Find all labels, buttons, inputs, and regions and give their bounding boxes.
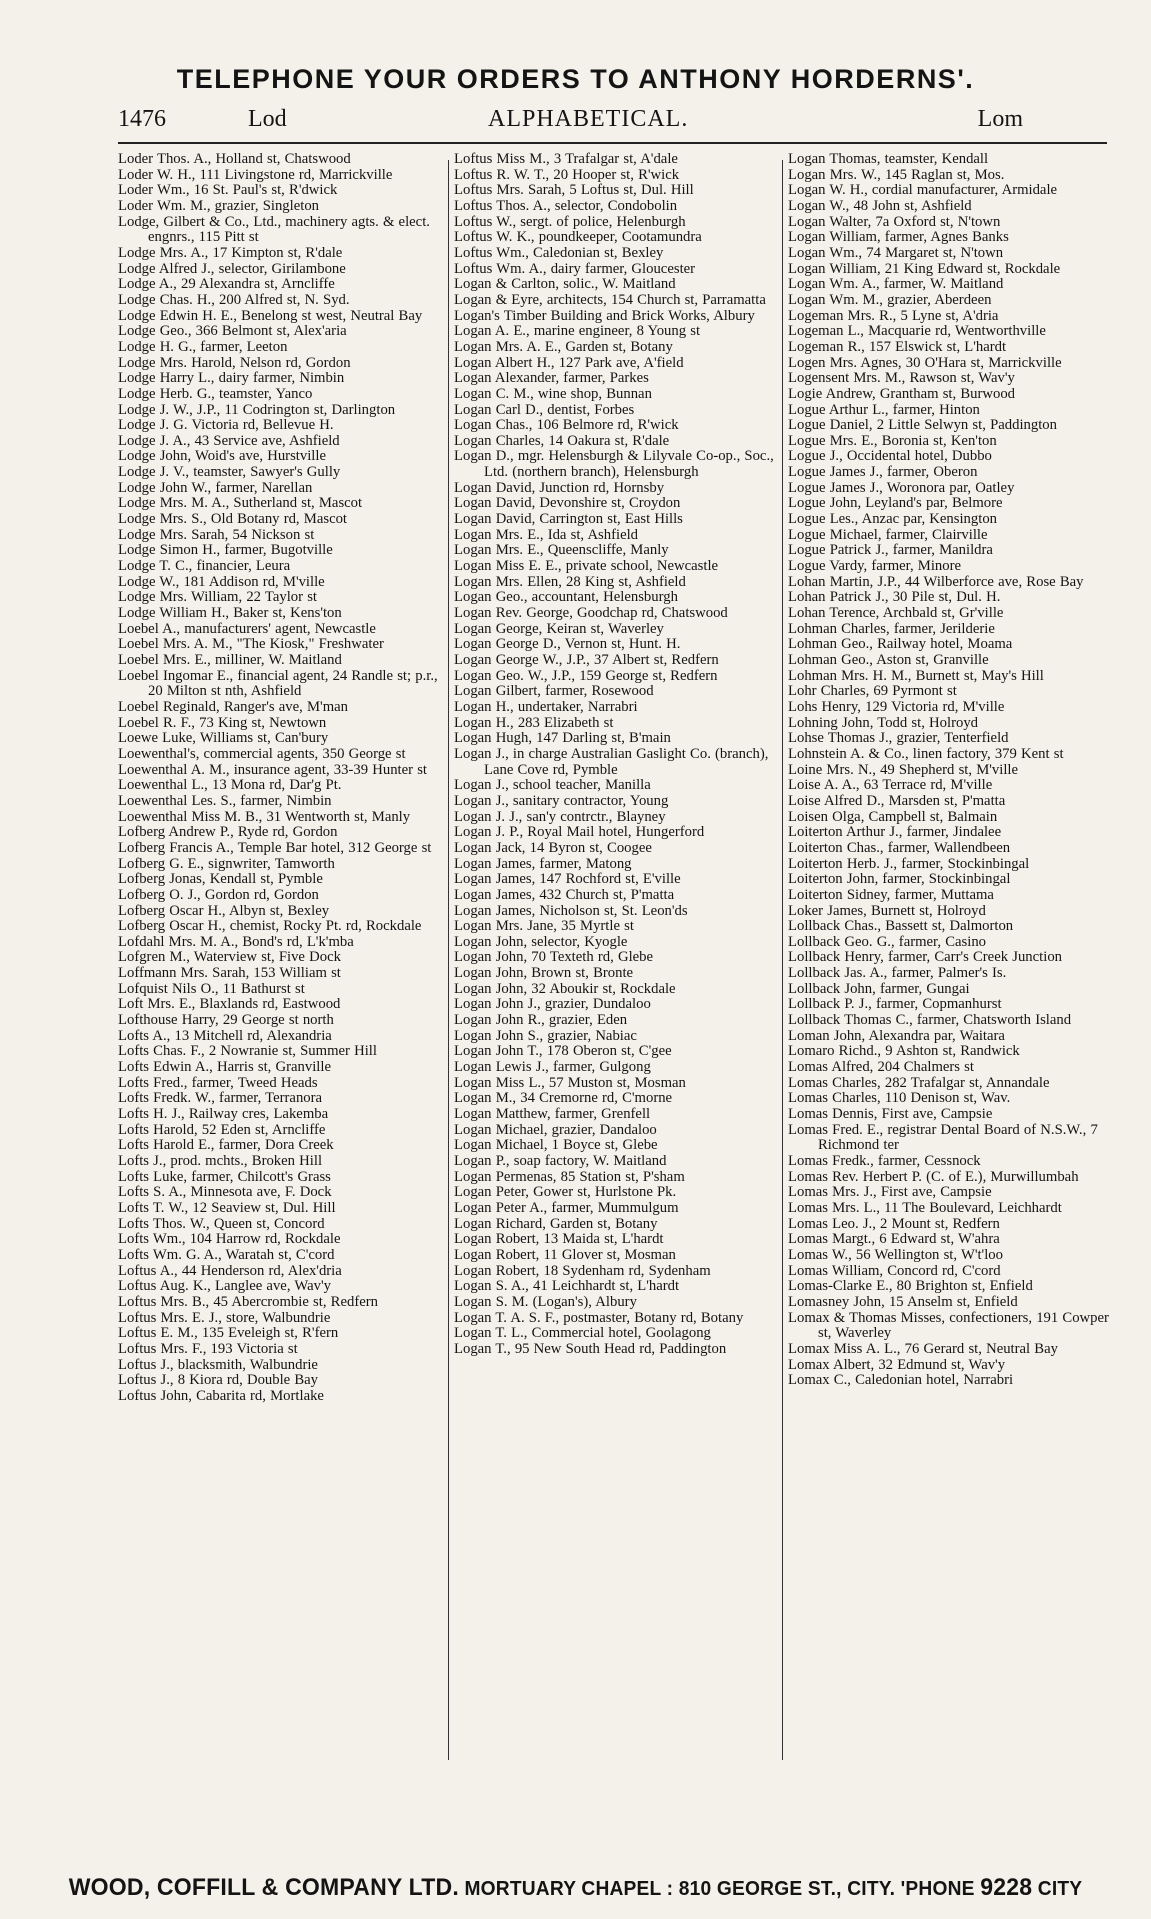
directory-entry: Logue James J., Woronora par, Oatley — [788, 479, 1015, 496]
directory-entry: Lomax Albert, 32 Edmund st, Wav'y — [788, 1356, 1006, 1373]
directory-entry: Logan John, 70 Texteth rd, Glebe — [454, 949, 654, 966]
directory-entry: Loker James, Burnett st, Holroyd — [788, 902, 986, 919]
directory-entry: Loiterton John, farmer, Stockinbingal — [788, 871, 1011, 888]
directory-entry: Logan Wm. M., grazier, Aberdeen — [788, 291, 992, 308]
directory-entry: Lollback Thomas C., farmer, Chatsworth Island — [788, 1012, 1072, 1029]
directory-entry: Logan T., 95 New South Head rd, Paddington — [454, 1340, 727, 1357]
directory-entry: Lofts Wm. G. A., Waratah st, C'cord — [118, 1246, 335, 1263]
directory-entry: Lofberg Jonas, Kendall st, Pymble — [118, 871, 323, 888]
directory-entry: Loftus Miss M., 3 Trafalgar st, A'dale — [454, 152, 678, 167]
directory-entry: Logan T. L., Commercial hotel, Goolagong — [454, 1325, 711, 1342]
directory-entry: Loftus Aug. K., Langlee ave, Wav'y — [118, 1278, 331, 1295]
directory-entry: Logan Carl D., dentist, Forbes — [454, 401, 635, 418]
directory-entry: Lodge A., 29 Alexandra st, Arncliffe — [118, 276, 335, 293]
directory-entry: Lodge T. C., financier, Leura — [118, 558, 291, 575]
advertising-banner: TELEPHONE YOUR ORDERS TO ANTHONY HORDERNS'. — [176, 64, 975, 94]
directory-entry: Logen Mrs. Agnes, 30 O'Hara st, Marrickville — [788, 354, 1062, 371]
directory-entry: Loebel Ingomar E., financial agent, 24 Randle st; p.r., 20 Milton st nth, Ashfield — [118, 667, 438, 700]
directory-entry: Logan John, Brown st, Bronte — [454, 965, 634, 982]
directory-entry: Lohman Charles, farmer, Jerilderie — [788, 620, 995, 637]
directory-entry: Loftus A., 44 Henderson rd, Alex'dria — [118, 1262, 342, 1279]
directory-entry: Loiterton Arthur J., farmer, Jindalee — [788, 824, 1002, 841]
directory-entry: Lofts S. A., Minnesota ave, F. Dock — [118, 1184, 332, 1201]
directory-entry: Lomas Leo. J., 2 Mount st, Redfern — [788, 1215, 1000, 1232]
directory-entry: Lofgren M., Waterview st, Five Dock — [118, 949, 341, 966]
directory-entry: Logue James J., farmer, Oberon — [788, 464, 978, 481]
directory-entry: Lodge J. W., J.P., 11 Codrington st, Darlington — [118, 401, 396, 418]
directory-entry: Lofts Edwin A., Harris st, Granville — [118, 1059, 331, 1076]
directory-entry: Logeman Mrs. R., 5 Lyne st, A'dria — [788, 307, 999, 324]
directory-entry: Lodge Mrs. M. A., Sutherland st, Mascot — [118, 495, 363, 512]
directory-entry: Logan H., undertaker, Narrabri — [454, 698, 638, 715]
directory-entry: Logan Walter, 7a Oxford st, N'town — [788, 213, 1001, 230]
directory-entry: Lofberg Oscar H., Albyn st, Bexley — [118, 902, 330, 919]
directory-entry: Logan John, selector, Kyogle — [454, 933, 628, 950]
directory-entry: Logan David, Carrington st, East Hills — [454, 511, 683, 528]
directory-entry: Loebel A., manufacturers' agent, Newcastle — [118, 620, 376, 637]
directory-entry: Logan John, 32 Aboukir st, Rockdale — [454, 980, 676, 997]
directory-entry: Loewenthal L., 13 Mona rd, Dar'g Pt. — [118, 777, 342, 794]
directory-entry: Lodge J. V., teamster, Sawyer's Gully — [118, 464, 341, 481]
running-head — [118, 106, 1023, 140]
directory-entry: Logan Albert H., 127 Park ave, A'field — [454, 354, 684, 371]
directory-entry: Lodge W., 181 Addison rd, M'ville — [118, 573, 325, 590]
directory-entry: Logan Gilbert, farmer, Rosewood — [454, 683, 654, 700]
directory-entry: Lofts Luke, farmer, Chilcott's Grass — [118, 1168, 331, 1185]
directory-entry: Lodge Alfred J., selector, Girilambone — [118, 260, 346, 277]
directory-entry: Loebel Mrs. A. M., "The Kiosk," Freshwater — [118, 636, 384, 653]
directory-entry: Loftus Wm. A., dairy farmer, Gloucester — [454, 260, 696, 277]
directory-entry: Lodge Chas. H., 200 Alfred st, N. Syd. — [118, 291, 350, 308]
directory-entry: Lohnstein A. & Co., linen factory, 379 Kent st — [788, 745, 1064, 762]
directory-entry: Loftus Mrs. F., 193 Victoria st — [118, 1340, 298, 1357]
directory-entry: Loebel Mrs. E., milliner, W. Maitland — [118, 652, 342, 668]
directory-columns — [118, 152, 1112, 1762]
directory-entry: Logan T. A. S. F., postmaster, Botany rd, Botany — [454, 1309, 744, 1326]
directory-entry: Loftus W., sergt. of police, Helenburgh — [454, 213, 686, 230]
directory-entry: Lofts A., 13 Mitchell rd, Alexandria — [118, 1027, 332, 1044]
directory-entry: Logan Charles, 14 Oakura st, R'dale — [454, 432, 670, 449]
directory-entry: Logan J., sanitary contractor, Young — [454, 792, 669, 809]
directory-entry: Logan Mrs. E., Queenscliffe, Manly — [454, 542, 669, 559]
directory-entry: Logan Miss L., 57 Muston st, Mosman — [454, 1074, 686, 1091]
directory-entry: Loffmann Mrs. Sarah, 153 William st — [118, 965, 341, 982]
directory-entry: Logan Mrs. A. E., Garden st, Botany — [454, 338, 673, 355]
directory-entry: Lomas-Clarke E., 80 Brighton st, Enfield — [788, 1278, 1033, 1295]
directory-entry: Lofts T. W., 12 Seaview st, Dul. Hill — [118, 1199, 336, 1216]
directory-entry: Logan Hugh, 147 Darling st, B'main — [454, 730, 671, 747]
directory-entry: Lodge John, Woid's ave, Hurstville — [118, 448, 326, 465]
directory-entry: Loebel Reginald, Ranger's ave, M'man — [118, 698, 348, 715]
directory-entry: Lomas Mrs. J., First ave, Campsie — [788, 1184, 992, 1201]
directory-entry: Lomas Charles, 110 Denison st, Wav. — [788, 1090, 1011, 1107]
column-divider — [448, 160, 449, 1760]
directory-entry: Lodge Mrs. A., 17 Kimpton st, R'dale — [118, 244, 343, 261]
directory-entry: Lohman Mrs. H. M., Burnett st, May's Hill — [788, 667, 1044, 684]
directory-entry: Lohan Terence, Archbald st, Gr'ville — [788, 605, 1004, 622]
directory-entry: Lomas Margt., 6 Edward st, W'ahra — [788, 1231, 1000, 1248]
directory-entry: Logan Matthew, farmer, Grenfell — [454, 1106, 651, 1123]
directory-entry: Loftus J., blacksmith, Walbundrie — [118, 1356, 318, 1373]
directory-entry: Lollback John, farmer, Gungai — [788, 980, 970, 997]
directory-entry: Lofts Harold E., farmer, Dora Creek — [118, 1137, 334, 1154]
directory-entry: Loftus Thos. A., selector, Condobolin — [454, 197, 678, 214]
directory-entry: Lofthouse Harry, 29 George st north — [118, 1012, 334, 1029]
directory-entry: Lollback Geo. G., farmer, Casino — [788, 933, 987, 950]
directory-entry: Logue Patrick J., farmer, Manildra — [788, 542, 993, 559]
directory-entry: Lomax C., Caledonian hotel, Narrabri — [788, 1372, 1014, 1389]
directory-entry: Logensent Mrs. M., Rawson st, Wav'y — [788, 370, 1015, 387]
directory-entry: Logie Andrew, Grantham st, Burwood — [788, 385, 1016, 402]
directory-entry: Logan W., 48 John st, Ashfield — [788, 197, 972, 214]
directory-entry: Logan Robert, 18 Sydenham rd, Sydenham — [454, 1262, 711, 1279]
directory-entry: Lohning John, Todd st, Holroyd — [788, 714, 979, 731]
directory-entry: Lodge Mrs. S., Old Botany rd, Mascot — [118, 511, 348, 528]
directory-entry: Lodge Geo., 366 Belmont st, Alex'aria — [118, 323, 347, 340]
directory-entry: Logan George D., Vernon st, Hunt. H. — [454, 636, 681, 653]
directory-entry: Logue Mrs. E., Boronia st, Ken'ton — [788, 432, 997, 449]
directory-entry: Logan Robert, 11 Glover st, Mosman — [454, 1246, 676, 1263]
directory-entry: Lodge William H., Baker st, Kens'ton — [118, 605, 342, 622]
directory-entry: Logan J. J., san'y contrctr., Blayney — [454, 808, 666, 825]
directory-entry: Loftus E. M., 135 Eveleigh st, R'fern — [118, 1325, 339, 1342]
directory-entry: Lofts J., prod. mchts., Broken Hill — [118, 1153, 323, 1169]
directory-entry: Loewenthal Les. S., farmer, Nimbin — [118, 792, 332, 809]
directory-entry: Lodge H. G., farmer, Leeton — [118, 338, 288, 355]
directory-entry: Logan Michael, grazier, Dandaloo — [454, 1121, 657, 1138]
directory-entry: Logan James, 432 Church st, P'matta — [454, 886, 675, 903]
directory-entry: Logan Alexander, farmer, Parkes — [454, 370, 649, 387]
directory-entry: Lofts H. J., Railway cres, Lakemba — [118, 1106, 329, 1123]
directory-entry: Lofdahl Mrs. M. A., Bond's rd, L'k'mba — [118, 933, 354, 950]
directory-entry: Logan P., soap factory, W. Maitland — [454, 1153, 667, 1169]
directory-entry: Lofts Wm., 104 Harrow rd, Rockdale — [118, 1231, 341, 1248]
directory-entry: Logan Miss E. E., private school, Newcastle — [454, 558, 719, 575]
column-left — [118, 152, 442, 1762]
directory-entry: Loftus Mrs. Sarah, 5 Loftus st, Dul. Hill — [454, 182, 694, 199]
directory-entry: Lohman Geo., Aston st, Granville — [788, 652, 989, 668]
directory-entry: Logan Peter, Gower st, Hurlstone Pk. — [454, 1184, 677, 1201]
directory-entry: Lomas W., 56 Wellington st, W't'loo — [788, 1246, 1003, 1263]
directory-entry: Logan Mrs. Jane, 35 Myrtle st — [454, 918, 634, 935]
directory-entry: Logan Jack, 14 Byron st, Coogee — [454, 839, 652, 856]
page-number: 1476 — [118, 106, 166, 132]
directory-entry: Logeman L., Macquarie rd, Wentworthville — [788, 323, 1046, 340]
directory-entry: Lofberg Oscar H., chemist, Rocky Pt. rd, Rockdale — [118, 918, 422, 935]
directory-entry: Lofts Harold, 52 Eden st, Arncliffe — [118, 1121, 326, 1138]
directory-entry: Logan William, 21 King Edward st, Rockdale — [788, 260, 1061, 277]
directory-entry: Logan Michael, 1 Boyce st, Glebe — [454, 1137, 658, 1154]
directory-entry: Logan Peter A., farmer, Mummulgum — [454, 1199, 679, 1216]
column-divider — [782, 160, 783, 1760]
column-right — [788, 152, 1112, 1762]
directory-entry: Lofts Thos. W., Queen st, Concord — [118, 1215, 325, 1232]
directory-entry: Loftus John, Cabarita rd, Mortlake — [118, 1387, 324, 1404]
footer-phone-number: 9228 — [980, 1874, 1033, 1901]
directory-entry: Loiterton Sidney, farmer, Muttama — [788, 886, 994, 903]
directory-entry: Loiterton Herb. J., farmer, Stockinbingal — [788, 855, 1030, 872]
directory-entry: Loft Mrs. E., Blaxlands rd, Eastwood — [118, 996, 341, 1013]
footer-phone-suffix: CITY — [1037, 1878, 1083, 1900]
directory-entry: Logan David, Devonshire st, Croydon — [454, 495, 681, 512]
directory-entry: Logan James, farmer, Matong — [454, 855, 632, 872]
directory-entry: Loewenthal Miss M. B., 31 Wentworth st, Manly — [118, 808, 411, 825]
header-rule — [118, 142, 1107, 144]
directory-entry: Logan John S., grazier, Nabiac — [454, 1027, 637, 1044]
directory-entry: Logan S. A., 41 Leichhardt st, L'hardt — [454, 1278, 680, 1295]
directory-entry: Logue John, Leyland's par, Belmore — [788, 495, 1003, 512]
directory-entry: Logan C. M., wine shop, Bunnan — [454, 385, 652, 402]
directory-entry: Lohs Henry, 129 Victoria rd, M'ville — [788, 698, 1005, 715]
directory-entry: Logan & Eyre, architects, 154 Church st, Parramatta — [454, 291, 766, 308]
footer-phone-label: 'PHONE — [900, 1878, 975, 1900]
directory-entry: Logue Daniel, 2 Little Selwyn st, Paddington — [788, 417, 1057, 434]
directory-entry: Logan George W., J.P., 37 Albert st, Redfern — [454, 652, 719, 668]
column-middle — [454, 152, 778, 1762]
directory-entry: Lofberg G. E., signwriter, Tamworth — [118, 855, 335, 872]
directory-entry: Lomas Dennis, First ave, Campsie — [788, 1106, 993, 1123]
directory-entry: Loftus Mrs. B., 45 Abercrombie st, Redfern — [118, 1293, 378, 1310]
directory-entry: Logan John T., 178 Oberon st, C'gee — [454, 1043, 672, 1060]
directory-entry: Logue Vardy, farmer, Minore — [788, 558, 962, 575]
directory-entry: Lomas Mrs. L., 11 The Boulevard, Leichhardt — [788, 1199, 1062, 1216]
directory-entry: Lodge Harry L., dairy farmer, Nimbin — [118, 370, 345, 387]
footer-advertisement — [23, 1874, 1128, 1902]
directory-entry: Logan Robert, 13 Maida st, L'hardt — [454, 1231, 664, 1248]
directory-entry: Lodge John W., farmer, Narellan — [118, 479, 313, 496]
directory-entry: Logan James, 147 Rochford st, E'ville — [454, 871, 681, 888]
directory-entry: Lofts Fred., farmer, Tweed Heads — [118, 1074, 318, 1091]
directory-entry: Lomas Alfred, 204 Chalmers st — [788, 1059, 974, 1076]
directory-entry: Logeman R., 157 Elswick st, L'hardt — [788, 338, 1007, 355]
directory-entry: Lomas William, Concord rd, C'cord — [788, 1262, 1001, 1279]
directory-entry: Lofberg Andrew P., Ryde rd, Gordon — [118, 824, 338, 841]
directory-entry: Logan's Timber Building and Brick Works, Albury — [454, 307, 755, 324]
directory-entry: Logan M., 34 Cremorne rd, C'morne — [454, 1090, 673, 1107]
directory-entry: Lodge Mrs. Harold, Nelson rd, Gordon — [118, 354, 351, 371]
directory-entry: Logue J., Occidental hotel, Dubbo — [788, 448, 992, 465]
directory-entry: Logan Chas., 106 Belmore rd, R'wick — [454, 417, 679, 434]
directory-entry: Lollback Jas. A., farmer, Palmer's Is. — [788, 965, 1007, 982]
directory-entry: Loisen Olga, Campbell st, Balmain — [788, 808, 998, 825]
directory-entry: Loftus J., 8 Kiora rd, Double Bay — [118, 1372, 319, 1389]
directory-entry: Logan A. E., marine engineer, 8 Young st — [454, 323, 701, 340]
directory-entry: Logue Michael, farmer, Clairville — [788, 526, 988, 543]
directory-entry: Lomas Fred. E., registrar Dental Board of N.S.W., 7 Richmond ter — [788, 1121, 1098, 1154]
directory-entry: Loine Mrs. N., 49 Shepherd st, M'ville — [788, 761, 1019, 778]
directory-entry: Lollback Chas., Bassett st, Dalmorton — [788, 918, 1014, 935]
directory-entry: Loder Thos. A., Holland st, Chatswood — [118, 152, 351, 167]
directory-entry: Logan W. H., cordial manufacturer, Armidale — [788, 182, 1058, 199]
directory-entry: Lodge, Gilbert & Co., Ltd., machinery agts. & elect. engnrs., 115 Pitt st — [118, 213, 430, 246]
directory-entry: Logan Mrs. E., Ida st, Ashfield — [454, 526, 639, 543]
directory-entry: Lomaro Richd., 9 Ashton st, Randwick — [788, 1043, 1020, 1060]
directory-entry: Loder W. H., 111 Livingstone rd, Marrickville — [118, 166, 393, 183]
directory-entry: Loder Wm., 16 St. Paul's st, R'dwick — [118, 182, 338, 199]
directory-entry: Lodge Edwin H. E., Benelong st west, Neutral Bay — [118, 307, 423, 324]
directory-entry: Lodge Simon H., farmer, Bugotville — [118, 542, 333, 559]
directory-entry: Lodge Mrs. William, 22 Taylor st — [118, 589, 318, 606]
directory-entry: Logan Mrs. Ellen, 28 King st, Ashfield — [454, 573, 686, 590]
directory-entry: Logan James, Nicholson st, St. Leon'ds — [454, 902, 688, 919]
directory-entry: Loewe Luke, Williams st, Can'bury — [118, 730, 329, 747]
directory-entry: Lofts Fredk. W., farmer, Terranora — [118, 1090, 323, 1107]
directory-entry: Loftus W. K., poundkeeper, Cootamundra — [454, 229, 702, 246]
directory-entry: Logan Thomas, teamster, Kendall — [788, 152, 989, 167]
directory-entry: Lomax & Thomas Misses, confectioners, 191 Cowper st, Waverley — [788, 1309, 1109, 1342]
directory-entry: Loewenthal's, commercial agents, 350 George st — [118, 745, 406, 762]
directory-entry: Logan J., in charge Australian Gaslight Co. (branch), Lane Cove rd, Pymble — [454, 745, 769, 778]
directory-entry: Lodge J. A., 43 Service ave, Ashfield — [118, 432, 340, 449]
directory-entry: Logan George, Keiran st, Waverley — [454, 620, 664, 637]
directory-entry: Lohan Patrick J., 30 Pile st, Dul. H. — [788, 589, 1001, 606]
directory-entry: Lofts Chas. F., 2 Nowranie st, Summer Hill — [118, 1043, 377, 1060]
directory-entry: Logan H., 283 Elizabeth st — [454, 714, 614, 731]
directory-entry: Logan Mrs. W., 145 Raglan st, Mos. — [788, 166, 1005, 183]
last-entry-key: Lom — [977, 106, 1023, 132]
directory-entry: Lodge Herb. G., teamster, Yanco — [118, 385, 313, 402]
directory-entry: Lohse Thomas J., grazier, Tenterfield — [788, 730, 1009, 747]
footer-company: WOOD, COFFILL & COMPANY LTD. — [68, 1874, 459, 1901]
directory-entry: Logan David, Junction rd, Hornsby — [454, 479, 665, 496]
directory-entry: Logan & Carlton, solic., W. Maitland — [454, 276, 676, 293]
directory-entry: Loder Wm. M., grazier, Singleton — [118, 197, 320, 214]
directory-entry: Logan D., mgr. Helensburgh & Lilyvale Co-op., Soc., Ltd. (northern branch), Helensburgh — [454, 448, 774, 481]
directory-entry: Logan J. P., Royal Mail hotel, Hungerford — [454, 824, 705, 841]
directory-entry: Lollback P. J., farmer, Copmanhurst — [788, 996, 1002, 1013]
directory-entry: Logan Rev. George, Goodchap rd, Chatswood — [454, 605, 728, 622]
directory-entry: Logan Wm., 74 Margaret st, N'town — [788, 244, 1004, 261]
directory-entry: Lomax Miss A. L., 76 Gerard st, Neutral Bay — [788, 1340, 1058, 1357]
directory-entry: Logue Les., Anzac par, Kensington — [788, 511, 998, 528]
directory-entry: Logan S. M. (Logan's), Albury — [454, 1293, 637, 1310]
directory-entry: Loftus Mrs. E. J., store, Walbundrie — [118, 1309, 331, 1326]
directory-entry: Logue Arthur L., farmer, Hinton — [788, 401, 980, 418]
directory-entry: Logan John J., grazier, Dundaloo — [454, 996, 651, 1013]
directory-entry: Loise A. A., 63 Terrace rd, M'ville — [788, 777, 993, 794]
directory-entry: Lomas Charles, 282 Trafalgar st, Annandale — [788, 1074, 1050, 1091]
directory-entry: Loman John, Alexandra par, Waitara — [788, 1027, 1005, 1044]
directory-entry: Logan J., school teacher, Manilla — [454, 777, 651, 794]
section-title: ALPHABETICAL. — [488, 106, 689, 132]
first-entry-key: Lod — [248, 106, 287, 132]
directory-entry: Loebel R. F., 73 King st, Newtown — [118, 714, 327, 731]
directory-entry: Lollback Henry, farmer, Carr's Creek Junction — [788, 949, 1063, 966]
directory-entry: Logan John R., grazier, Eden — [454, 1012, 628, 1029]
directory-entry: Logan Permenas, 85 Station st, P'sham — [454, 1168, 685, 1185]
directory-entry: Lofberg O. J., Gordon rd, Gordon — [118, 886, 319, 903]
directory-entry: Loiterton Chas., farmer, Wallendbeen — [788, 839, 1011, 856]
directory-entry: Logan William, farmer, Agnes Banks — [788, 229, 1009, 246]
directory-entry: Loewenthal A. M., insurance agent, 33-39 Hunter st — [118, 761, 428, 778]
directory-entry: Logan Richard, Garden st, Botany — [454, 1215, 658, 1232]
directory-entry: Loftus Wm., Caledonian st, Bexley — [454, 244, 664, 261]
directory-entry: Lohman Geo., Railway hotel, Moama — [788, 636, 1013, 653]
directory-entry: Logan Lewis J., farmer, Gulgong — [454, 1059, 651, 1076]
directory-entry: Loise Alfred D., Marsden st, P'matta — [788, 792, 1006, 809]
directory-entry: Lohan Martin, J.P., 44 Wilberforce ave, Rose Bay — [788, 573, 1084, 590]
directory-entry: Lofberg Francis A., Temple Bar hotel, 312 George st — [118, 839, 432, 856]
directory-entry: Lodge J. G. Victoria rd, Bellevue H. — [118, 417, 334, 434]
directory-entry: Lomas Fredk., farmer, Cessnock — [788, 1153, 981, 1169]
directory-entry: Lofquist Nils O., 11 Bathurst st — [118, 980, 305, 997]
directory-entry: Logan Geo. W., J.P., 159 George st, Redfern — [454, 667, 718, 684]
directory-entry: Lodge Mrs. Sarah, 54 Nickson st — [118, 526, 315, 543]
directory-entry: Lohr Charles, 69 Pyrmont st — [788, 683, 957, 700]
footer-chapel: MORTUARY CHAPEL : 810 GEORGE ST., CITY. — [464, 1878, 896, 1900]
directory-entry: Loftus R. W. T., 20 Hooper st, R'wick — [454, 166, 680, 183]
directory-entry: Logan Geo., accountant, Helensburgh — [454, 589, 678, 606]
directory-entry: Lomasney John, 15 Anselm st, Enfield — [788, 1293, 1018, 1310]
directory-entry: Logan Wm. A., farmer, W. Maitland — [788, 276, 1004, 293]
directory-entry: Lomas Rev. Herbert P. (C. of E.), Murwillumbah — [788, 1168, 1079, 1185]
